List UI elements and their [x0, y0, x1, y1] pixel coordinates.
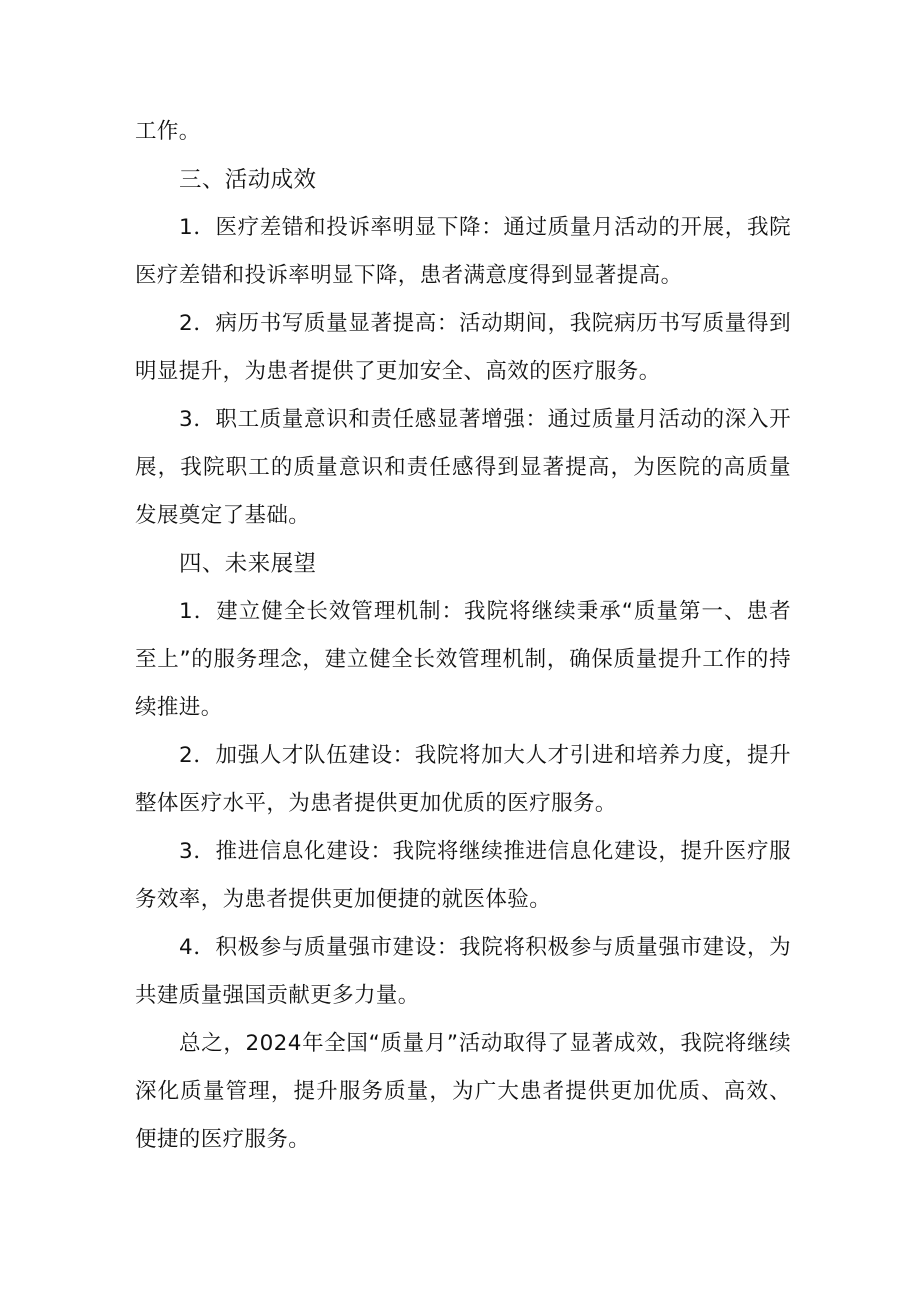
- document-body: [135, 108, 791, 1164]
- section-heading-results: 三、活动成效: [179, 167, 317, 193]
- outlook-item-1: 1．建立健全长效管理机制：我院将继续秉承“质量第一、患者至上”的服务理念，建立健全长效管理机制，确保质量提升工作的持续推进。: [135, 599, 791, 720]
- results-item-1: 1．医疗差错和投诉率明显下降：通过质量月活动的开展，我院医疗差错和投诉率明显下降，患者满意度得到显著提高。: [135, 215, 791, 288]
- results-item-3: 3．职工质量意识和责任感显著增强：通过质量月活动的深入开展，我院职工的质量意识和责任感得到显著提高，为医院的高质量发展奠定了基础。: [135, 407, 791, 528]
- outlook-item-4: 4．积极参与质量强市建设：我院将积极参与质量强市建设，为共建质量强国贡献更多力量。: [135, 935, 791, 1008]
- conclusion-paragraph: 总之，2024年全国“质量月”活动取得了显著成效，我院将继续深化质量管理，提升服务质量，为广大患者提供更加优质、高效、便捷的医疗服务。: [135, 1031, 791, 1152]
- section-heading-outlook: 四、未来展望: [179, 551, 317, 577]
- outlook-item-3: 3．推进信息化建设：我院将继续推进信息化建设，提升医疗服务效率，为患者提供更加便捷的就医体验。: [135, 839, 791, 912]
- results-item-2: 2．病历书写质量显著提高：活动期间，我院病历书写质量得到明显提升，为患者提供了更加安全、高效的医疗服务。: [135, 311, 791, 384]
- outlook-item-2: 2．加强人才队伍建设：我院将加大人才引进和培养力度，提升整体医疗水平，为患者提供更加优质的医疗服务。: [135, 743, 791, 816]
- intro-tail-text: 工作。: [135, 119, 201, 144]
